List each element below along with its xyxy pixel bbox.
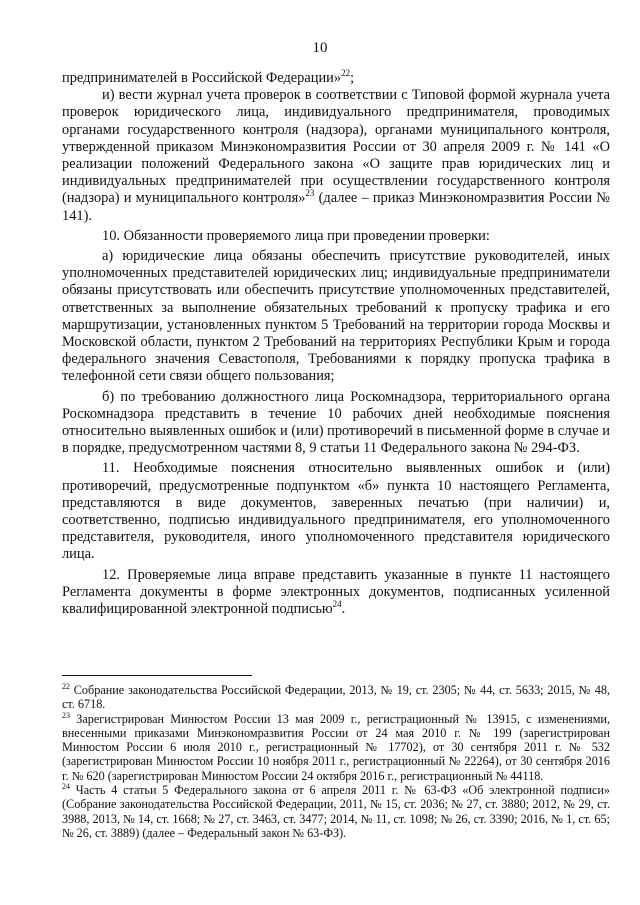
- paragraph-12: 12. Проверяемые лица вправе представить указанные в пункте 11 настоящего Регламента документы в форме электронных документов, подписанных усиленной квалифицированной электронной подписью$^{24}$.: [62, 566, 610, 618]
- paragraph-10: 10. Обязанности проверяемого лица при проведении проверки:: [102, 227, 490, 244]
- footnote-ref-24: 24: [332, 599, 342, 610]
- footnote-23: $^{23}$ Зарегистрирован Минюстом России 13 мая 2009 г., регистрационный № 13915, с изменениями, внесенными приказами Минэкономразвития России от 24 мая 2010 г. № 199 (зарегистрирован Минюстом России 6 июля 2010 г., регистрационный № 17702), от 30 сентября 2011 г. № 532 (зарегистрирован Минюстом России 10 ноября 2011 г., регистрационный № 22264), от 30 сентября 2016 г. № 620 (зарегистрирован Минюстом России 24 октября 2016 г., регистрационный № 44118.: [62, 710, 610, 783]
- footnote-separator: [62, 675, 252, 676]
- footnote-24: $^{24}$ Часть 4 статьи 5 Федерального закона от 6 апреля 2011 г. № 63-ФЗ «Об электронной подписи» (Собрание законодательства Российской Федерации, 2011, № 15, ст. 2036; № 27, ст. 3880; 2012, № 29, ст. 3988, 2013, № 14, ст. 1668; № 27, ст. 3463, ст. 3477; 2014, № 11, ст. 1098; № 26, ст. 3390; 2016, № 1, ст. 65; № 26, ст. 3889) (далее – Федеральный закон № 63-ФЗ).: [62, 782, 610, 840]
- footnotes: [62, 683, 610, 840]
- paragraph-item-i: и) вести журнал учета проверок в соответствии с Типовой формой журнала учета проверок юридического лица, индивидуального предпринимателя, проводимых органами государственного контроля (надзора), органами муниципального контроля, утвержденной приказом Минэкономразвития России от 30 апреля 2009 г. № 141 «О реализации положений Федерального закона «О защите прав юридических лиц и индивидуальных предпринимателей при осуществлении государственного контроля (надзора) и муниципального контроля»$^{23}$ (далее – приказ Минэкономразвития России № 141).: [62, 87, 610, 224]
- paragraph-10-b: б) по требованию должностного лица Роскомнадзора, территориального органа Роскомнадзора представить в течение 10 рабочих дней необходимые пояснения относительно выявленных ошибок и (или) противоречий в письменной форме в случае и в порядке, предусмотренном частями 8, 9 статьи 11 Федерального закона № 294-ФЗ.: [62, 388, 610, 457]
- paragraph-11: 11. Необходимые пояснения относительно выявленных ошибок и (или) противоречий, предусмотренные подпунктом «б» пункта 10 настоящего Регламента, представляются в виде документов, заверенных печатью (при наличии) и, соответственно, подписью индивидуального предпринимателя, его уполномоченного представителя, руководителя, иного уполномоченного представителя юридического лица.: [62, 460, 610, 563]
- footnote-ref-22: 22: [341, 68, 351, 78]
- page-number: 10: [312, 40, 328, 56]
- paragraph-10-a: а) юридические лица обязаны обеспечить присутствие руководителей, иных уполномоченных представителей юридических лиц; индивидуальные предприниматели обязаны присутствовать или обеспечить присутствие уполномоченных представителей, ответственных за выполнение обязательных требований к пропуску трафика и его маршрутизации, установленных пунктом 5 Требований на территории города Москвы и Московской области, пунктом 2 Требований на территориях Республики Крым и города федерального значения Севастополя, Требованиями к порядку пропуска трафика в телефонной сети связи общего пользования;: [62, 248, 610, 385]
- footnote-ref-23: 23: [305, 188, 315, 199]
- footnote-22: $^{22}$ Собрание законодательства Российской Федерации, 2013, № 19, ст. 2305; № 44, ст. 5633; 2015, № 48, ст. 6718.: [62, 682, 610, 712]
- document-body: [62, 70, 610, 618]
- paragraph-continuation: предпринимателей в Российской Федерации»$^{22}$;: [62, 68, 355, 86]
